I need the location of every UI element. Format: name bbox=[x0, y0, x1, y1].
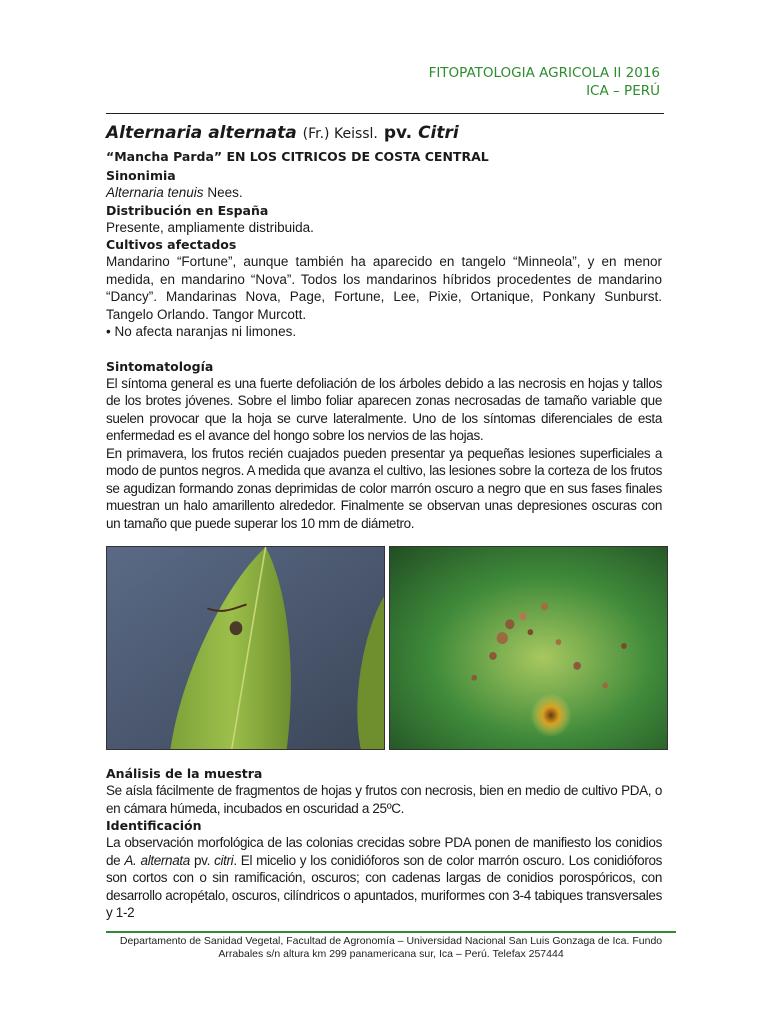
title-species: Alternaria alternata bbox=[106, 123, 297, 143]
header-divider bbox=[106, 113, 664, 114]
heading-identificacion: Identificación bbox=[106, 818, 202, 833]
text-cultivos-note: • No afecta naranjas ni limones. bbox=[106, 324, 297, 339]
leaf-lesion-image bbox=[107, 547, 384, 749]
title-pv: pv. bbox=[383, 123, 413, 143]
page-subtitle: “Mancha Parda” EN LOS CITRICOS DE COSTA CENTRAL bbox=[106, 149, 489, 164]
text-sintomatologia-1: El síntoma general es una fuerte defoliación de los árboles debido a las necrosis en hojas y tallos de los brotes jóvenes. Sobre el limbo foliar aparecen zonas necrosadas de tamaño variable que suelen provocar que la hoja se curve lateralmente. Uno de los síntomas diferenciales de esta enfermedad es el avance del hongo sobre los nervios de las hojas. bbox=[106, 375, 662, 443]
title-authority: (Fr.) Keissl. bbox=[302, 126, 378, 142]
title-citri: Citri bbox=[418, 123, 459, 143]
header-course: FITOPATOLOGIA AGRICOLA II 2016 bbox=[428, 65, 660, 81]
fruit-photo bbox=[389, 546, 668, 750]
sinonimia-italic: Alternaria tenuis bbox=[106, 185, 204, 200]
identificacion-a: La observación morfológica de las colonias crecidas sobre PDA ponen de manifiesto los conidios de bbox=[106, 835, 662, 868]
identificacion-c: . El micelio y los conidióforos son de color marrón oscuro. Los conidióforos son cortos con o sin ramificación, oscuros; con cadenas largas de conidios porospóricos, con desarrollo acropétalo, oscuros, cilíndricos o apuntados, muriformes con 3-4 tabiques transversales y 1-2 bbox=[106, 852, 663, 920]
footer-line-2: Arrabales s/n altura km 299 panamericana sur, Ica – Perú. Telefax 257444 bbox=[218, 948, 564, 960]
text-sinonimia bbox=[106, 184, 662, 202]
footer-line-1: Departamento de Sanidad Vegetal, Facultad de Agronomía – Universidad Nacional San Luis Gonzaga de Ica. Fundo bbox=[119, 935, 663, 947]
identificacion-citri: citri bbox=[214, 852, 234, 868]
heading-cultivos: Cultivos afectados bbox=[106, 237, 237, 252]
sinonimia-rest: Nees. bbox=[203, 185, 243, 200]
leaf-photo bbox=[106, 546, 385, 750]
heading-distribucion: Distribución en España bbox=[106, 202, 269, 218]
heading-sintomatologia: Sintomatología bbox=[106, 358, 214, 374]
fruit-lesion-image bbox=[390, 547, 667, 749]
page-title bbox=[106, 122, 662, 145]
text-cultivos: Mandarino “Fortune”, aunque también ha aparecido en tangelo “Minneola”, y en menor medida, en mandarino “Nova”. Todos los mandarinos híbridos procedentes de mandarino “Dancy”. Mandarinas Nova, Page, Fortune, Lee, Pixie, Ortanique, Ponkany Sunburst. Tangelo Orlando. Tangor Murcott. bbox=[106, 254, 662, 322]
identificacion-species: A. alternata bbox=[124, 852, 190, 868]
header-location: ICA – PERÚ bbox=[586, 83, 660, 99]
text-distribucion: Presente, ampliamente distribuida. bbox=[106, 219, 314, 235]
heading-sinonimia: Sinonimia bbox=[106, 168, 176, 183]
text-sintomatologia-2: En primavera, los frutos recién cuajados pueden presentar ya pequeñas lesiones superficiales a modo de puntos negros. A medida que avanza el cultivo, las lesiones sobre la corteza de los frutos se agudizan formando zonas deprimidas de color marrón oscuro a negro que en sus fases finales muestran un halo amarillento alrededor. Finalmente se observan unas depresiones oscuras con un tamaño que puede superar los 10 mm de diámetro. bbox=[106, 445, 662, 531]
heading-analisis: Análisis de la muestra bbox=[106, 766, 263, 781]
footer-divider bbox=[106, 931, 676, 933]
main-content bbox=[106, 122, 662, 532]
document-footer bbox=[96, 935, 686, 961]
symptom-photos bbox=[106, 546, 668, 750]
lower-content bbox=[106, 765, 662, 922]
text-analisis: Se aísla fácilmente de fragmentos de hojas y frutos con necrosis, bien en medio de cultivo PDA, o en cámara húmeda, incubados en oscuridad a 25ºC. bbox=[106, 783, 662, 816]
text-identificacion bbox=[106, 834, 662, 922]
identificacion-b: pv. bbox=[189, 852, 215, 868]
document-header bbox=[429, 64, 660, 100]
